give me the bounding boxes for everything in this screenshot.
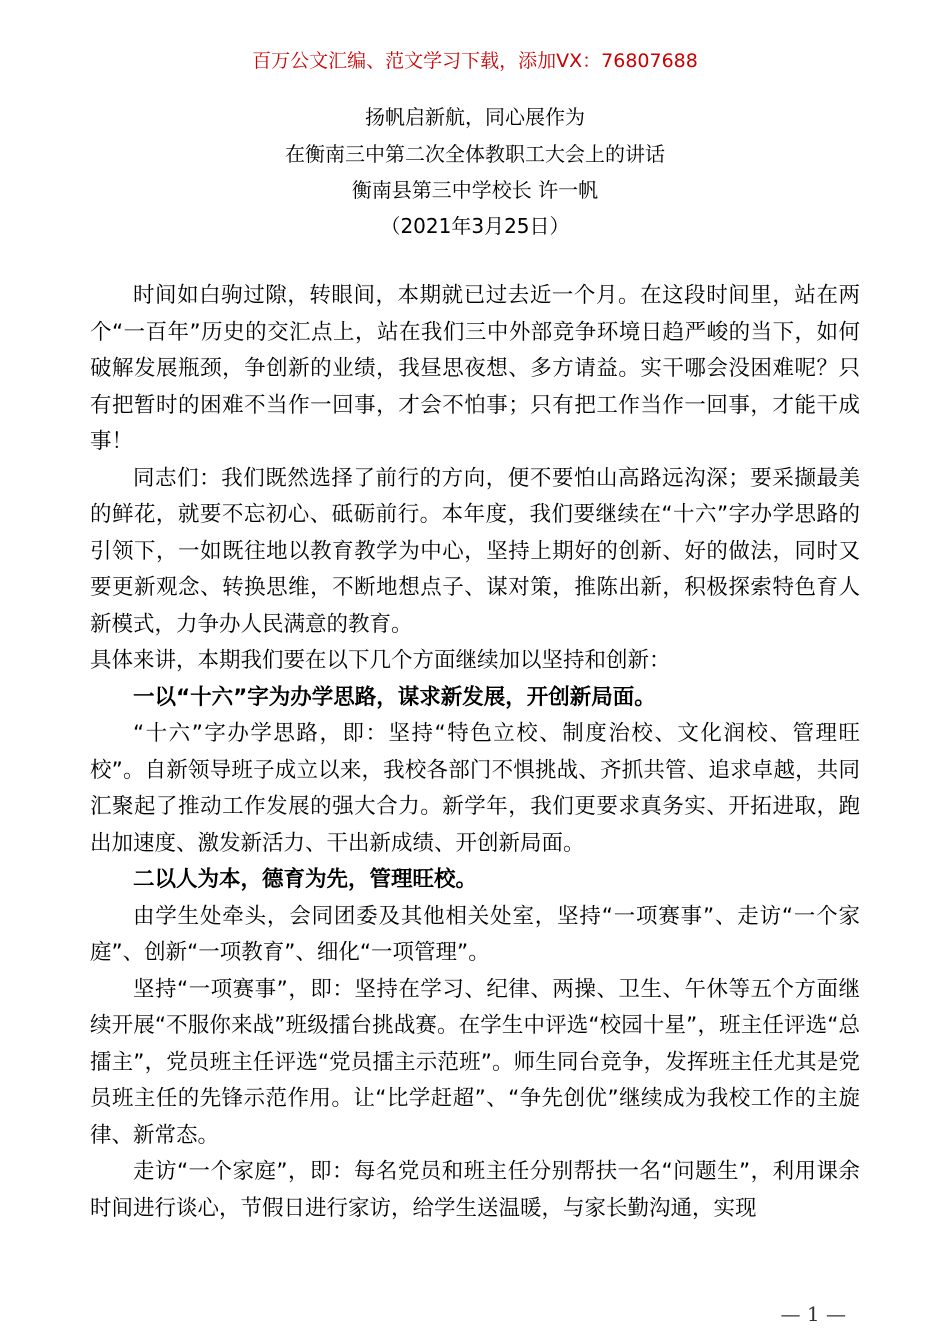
paragraph: 同志们：我们既然选择了前行的方向，便不要怕山高路远沟深；要采撷最美的鲜花，就要不忘初心、砥砺前行。本年度，我们要继续在“十六”字办学思路的引领下，一如既往地以教育教学为中心，坚持上期好的创新、好的做法，同时又要更新观念、转换思维，不断地想点子、谋对策，推陈出新，积极探索特色育人新模式，力争办人民满意的教育。: [90, 465, 860, 637]
paragraph: 时间如白驹过隙，转眼间，本期就已过去近一个月。在这段时间里，站在两个“一百年”历史的交汇点上，站在我们三中外部竞争环境日趋严峻的当下，如何破解发展瓶颈，争创新的业绩，我昼思夜想、多方请益。实干哪会没困难呢？只有把暂时的困难不当作一回事，才会不怕事；只有把工作当作一回事，才能干成事！: [90, 283, 860, 454]
paragraph: “十六”字办学思路，即：坚持“特色立校、制度治校、文化润校、管理旺校”。自新领导班子成立以来，我校各部门不惧挑战、齐抓共管、追求卓越，共同汇聚起了推动工作发展的强大合力。新学年，我们更要求真务实、开拓进取，跑出加速度、激发新活力、干出新成绩、开创新局面。: [90, 721, 860, 856]
paragraph: 具体来讲，本期我们要在以下几个方面继续加以坚持和创新：: [90, 648, 671, 673]
paragraph: 由学生处牵头，会同团委及其他相关处室，坚持“一项赛事”、走访“一个家庭”、创新“一项教育”、细化“一项管理”。: [90, 903, 860, 965]
watermark-banner: 百万公文汇编、范文学习下载，添加VX：76807688: [252, 50, 698, 72]
section-heading: 二以人为本，德育为先，管理旺校。: [133, 867, 478, 892]
speech-subtitle: 在衡南三中第二次全体教职工大会上的讲话: [285, 142, 665, 166]
page-number: — 1 —: [780, 1302, 846, 1326]
section-heading: 一以“十六”字为办学思路，谋求新发展，开创新局面。: [133, 684, 656, 710]
speaker-line: 衡南县第三中学校长 许一帆: [351, 178, 599, 202]
document-body: [90, 278, 860, 1227]
paragraph: 走访“一个家庭”，即：每名党员和班主任分别帮扶一名“问题生”，利用课余时间进行谈心，节假日进行家访，给学生送温暖，与家长勤沟通，实现: [90, 1159, 860, 1221]
paragraph: 坚持“一项赛事”，即：坚持在学习、纪律、两操、卫生、午休等五个方面继续开展“不服你来战”班级擂台挑战赛。在学生中评选“校园十星”，班主任评选“总擂主”，党员班主任评选“党员擂主示范班”。师生同台竞争，发挥班主任尤其是党员班主任的先锋示范作用。让“比学赶超”、“争先创优”继续成为我校工作的主旋律、新常态。: [90, 976, 860, 1148]
speech-title: 扬帆启新航，同心展作为: [365, 105, 585, 129]
speech-date: （2021年3月25日）: [380, 214, 570, 238]
